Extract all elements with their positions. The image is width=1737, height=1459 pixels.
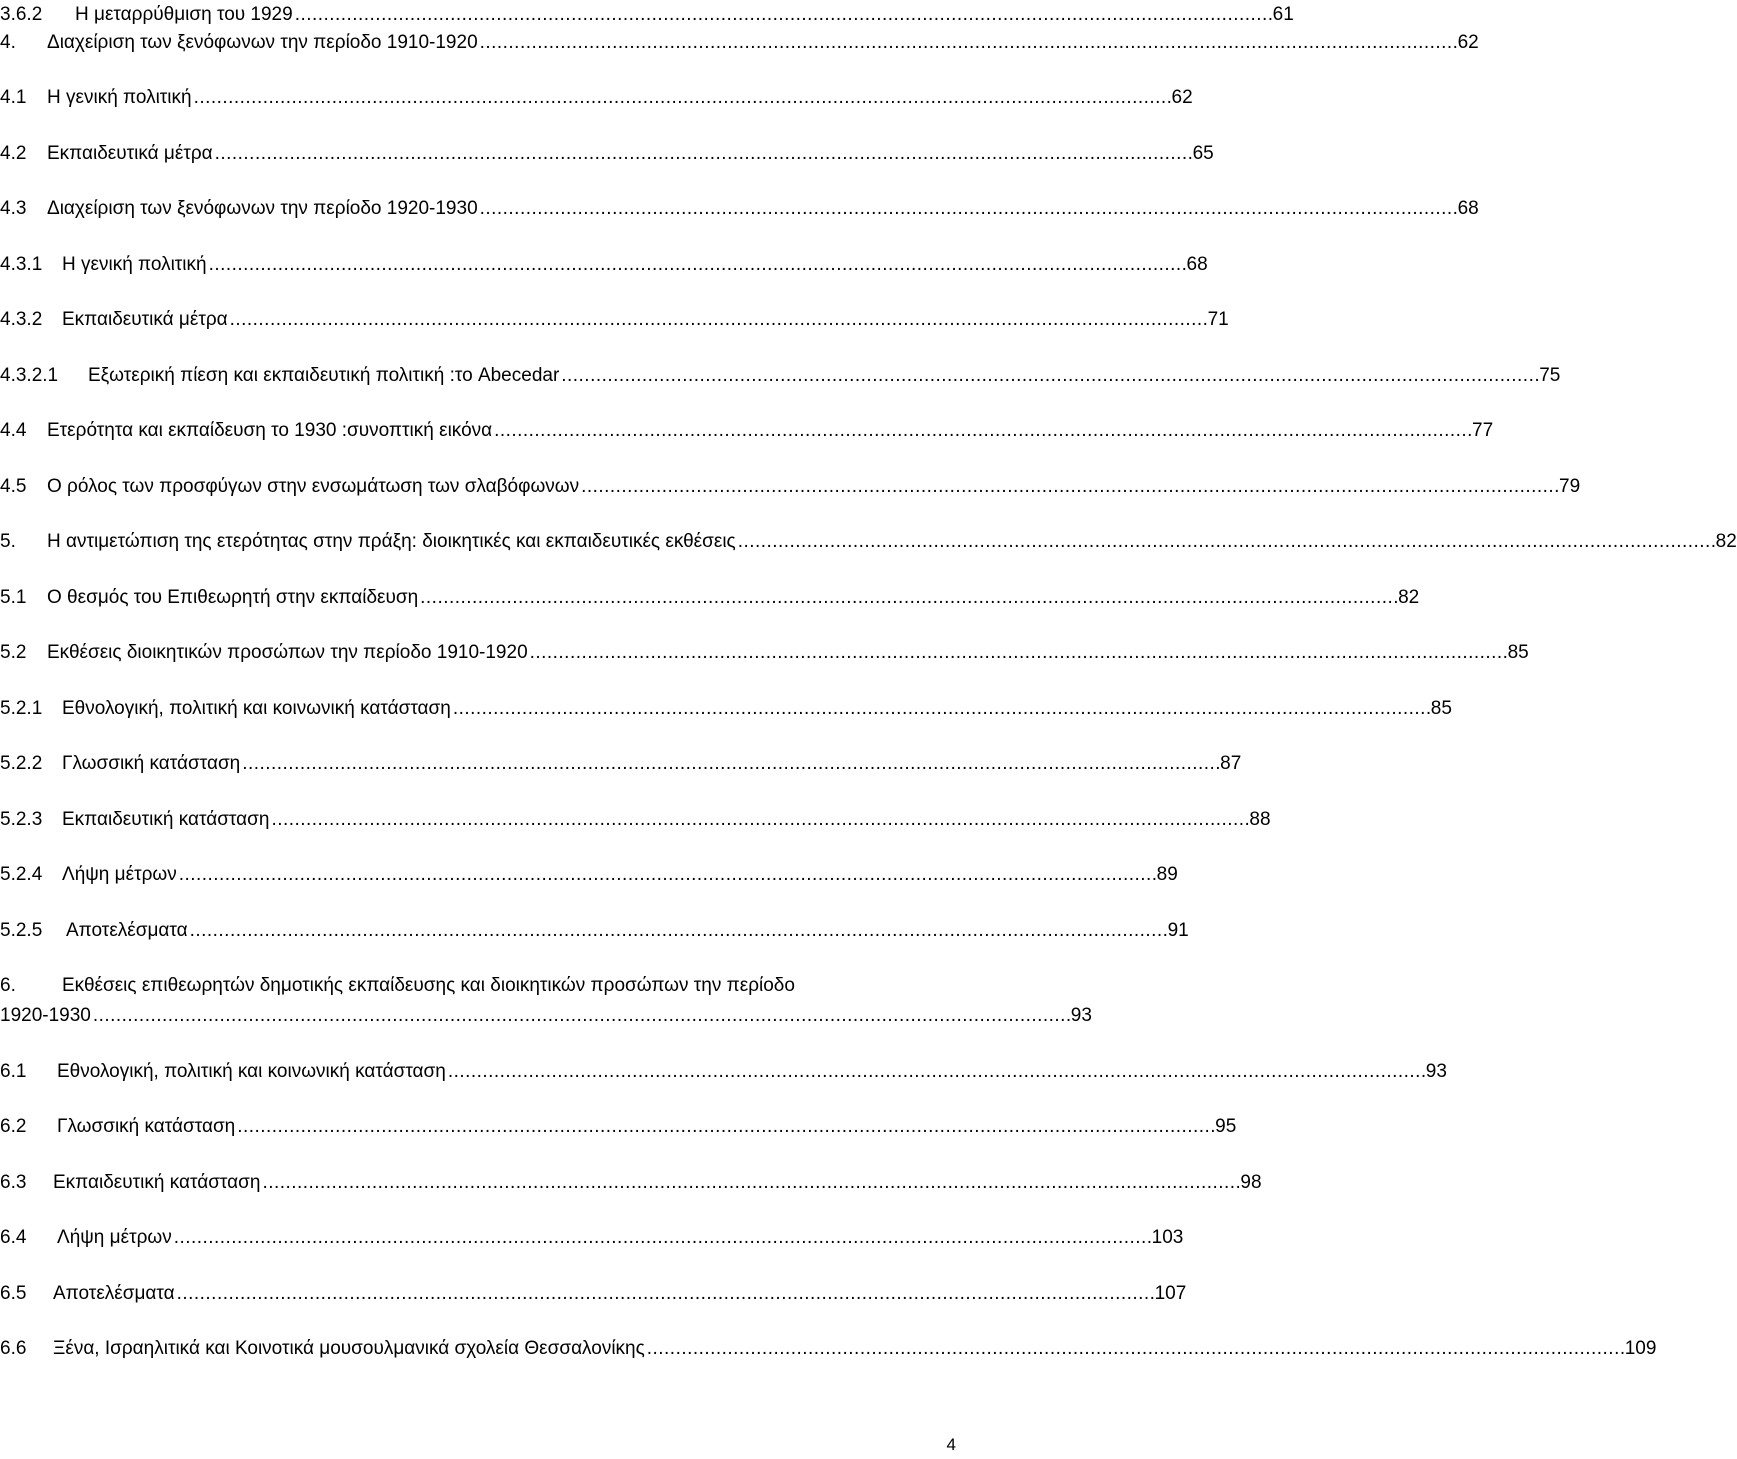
toc-entry-number: 4.2 <box>0 143 27 164</box>
toc-entry-page: 82 <box>1715 531 1737 552</box>
toc-entry-title: Η γενική πολιτική <box>47 87 192 108</box>
dot-leader <box>242 749 1218 779</box>
toc-entry-page: 85 <box>1430 698 1452 719</box>
toc-entry-page: 98 <box>1240 1172 1262 1193</box>
toc-entry[interactable] <box>0 250 1208 280</box>
toc-entry[interactable] <box>0 194 1479 224</box>
dot-leader <box>494 416 1470 446</box>
toc-entry[interactable] <box>0 361 1561 391</box>
toc-entry-title-continuation: 1920-1930 <box>0 1005 91 1026</box>
toc-entry-number: 4.3 <box>0 198 27 219</box>
toc-entry-number: 4.4 <box>0 420 27 441</box>
toc-entry-number: 4.5 <box>0 476 27 497</box>
toc-entry-number: 5.1 <box>0 587 27 608</box>
toc-entry-page: 95 <box>1215 1116 1237 1137</box>
toc-entry-number: 6.3 <box>0 1172 27 1193</box>
toc-entry-title: Ο ρόλος των προσφύγων στην ενσωμάτωση των σλαβόφωνων <box>47 476 580 497</box>
toc-entry[interactable] <box>0 1223 1184 1253</box>
toc-entry-number: 4. <box>0 32 16 53</box>
dot-leader <box>480 194 1456 224</box>
toc-entry[interactable] <box>0 638 1529 668</box>
toc-entry[interactable] <box>0 749 1242 779</box>
toc-entry-page: 65 <box>1192 143 1214 164</box>
toc-entry-number: 5.2.5 <box>0 920 43 941</box>
dot-leader <box>230 305 1206 335</box>
toc-entry-page: 61 <box>1272 4 1294 25</box>
toc-entry-page: 88 <box>1249 809 1271 830</box>
toc-entry-title: Ξένα, Ισραηλιτικά και Κοινοτικά μουσουλμανικά σχολεία Θεσσαλονίκης <box>53 1338 645 1359</box>
toc-entry-continuation[interactable] <box>0 1001 1092 1031</box>
toc-entry-page: 82 <box>1398 587 1420 608</box>
toc-entry-title: Γλωσσική κατάσταση <box>62 753 241 774</box>
toc-entry-number: 6. <box>0 975 16 996</box>
dot-leader <box>209 250 1185 280</box>
toc-entry-first-line[interactable] <box>0 971 958 1001</box>
toc-entry[interactable] <box>0 83 1193 113</box>
dot-leader <box>530 638 1506 668</box>
toc-entry-page: 109 <box>1624 1338 1657 1359</box>
toc-entry-page: 103 <box>1151 1227 1184 1248</box>
toc-entry-title: Διαχείριση των ξενόφωνων την περίοδο 1920-1930 <box>47 198 478 219</box>
toc-entry-page: 77 <box>1472 420 1494 441</box>
toc-entry[interactable] <box>0 1279 1187 1309</box>
toc-entry-number: 5.2.2 <box>0 753 43 774</box>
page-number: 4 <box>946 1435 956 1454</box>
toc-entry[interactable] <box>0 305 1229 335</box>
toc-entry-title: Εκπαιδευτικά μέτρα <box>47 143 213 164</box>
toc-entry-page: 87 <box>1220 753 1242 774</box>
toc-entry-number: 4.3.1 <box>0 254 43 275</box>
toc-entry[interactable] <box>0 472 1581 502</box>
toc-entry-title: Λήψη μέτρων <box>57 1227 172 1248</box>
toc-entry-title: Η αντιμετώπιση της ετερότητας στην πράξη: διοικητικές και εκπαιδευτικές εκθέσεις <box>47 531 736 552</box>
dot-leader <box>738 527 1714 557</box>
toc-entry-number: 5.2 <box>0 642 27 663</box>
toc-entry[interactable] <box>0 527 1737 557</box>
toc-entry-title: Διαχείριση των ξενόφωνων την περίοδο 1910-1920 <box>47 32 478 53</box>
toc-entry-page: 68 <box>1457 198 1479 219</box>
toc-entry[interactable] <box>0 1057 1447 1087</box>
dot-leader <box>194 83 1170 113</box>
toc-entry-title: Εξωτερική πίεση και εκπαιδευτική πολιτική :το Abecedar <box>88 365 560 386</box>
toc-entry-page: 89 <box>1156 864 1178 885</box>
toc-entry[interactable] <box>0 1112 1237 1142</box>
toc-entry-page: 93 <box>1425 1061 1447 1082</box>
dot-leader <box>581 472 1557 502</box>
toc-entry-page: 62 <box>1171 87 1193 108</box>
toc-entry-title: Ο θεσμός του Επιθεωρητή στην εκπαίδευση <box>47 587 419 608</box>
toc-entry[interactable] <box>0 583 1420 613</box>
dot-leader <box>237 1112 1213 1142</box>
toc-entry-page: 93 <box>1070 1005 1092 1026</box>
toc-entry-title: Εκπαιδευτικά μέτρα <box>62 309 228 330</box>
dot-leader <box>174 1223 1150 1253</box>
toc-entry-title: Η μεταρρύθμιση του 1929 <box>75 4 293 25</box>
dot-leader <box>93 1001 1069 1031</box>
toc-entry-page: 85 <box>1507 642 1529 663</box>
toc-entry-title: Ετερότητα και εκπαίδευση το 1930 :συνοπτική εικόνα <box>47 420 493 441</box>
toc-entry-number: 5.2.3 <box>0 809 43 830</box>
toc-entry-page: 107 <box>1154 1283 1187 1304</box>
dot-leader <box>561 361 1537 391</box>
dot-leader <box>179 860 1155 890</box>
dot-leader <box>190 916 1166 946</box>
toc-entry[interactable] <box>0 694 1452 724</box>
toc-entry-number: 3.6.2 <box>0 4 43 25</box>
toc-entry-title: Αποτελέσματα <box>53 1283 175 1304</box>
toc-entry-page: 75 <box>1539 365 1561 386</box>
toc-entry[interactable] <box>0 139 1214 169</box>
toc-entry-number: 6.1 <box>0 1061 27 1082</box>
dot-leader <box>448 1057 1424 1087</box>
dot-leader <box>647 1334 1623 1364</box>
toc-entry-title: Αποτελέσματα <box>66 920 188 941</box>
toc-entry[interactable] <box>0 416 1494 446</box>
toc-entry[interactable] <box>0 916 1189 946</box>
toc-entry[interactable] <box>0 1334 1657 1364</box>
dot-leader <box>177 1279 1153 1309</box>
toc-entry-page: 71 <box>1207 309 1229 330</box>
toc-entry-page: 79 <box>1559 476 1581 497</box>
toc-entry[interactable] <box>0 805 1271 835</box>
toc-entry-title: Εκπαιδευτική κατάσταση <box>53 1172 261 1193</box>
toc-entry-title: Εκθέσεις επιθεωρητών δημοτικής εκπαίδευσης και διοικητικών προσώπων την περίοδο <box>62 975 795 996</box>
toc-entry-title: Γλωσσική κατάσταση <box>57 1116 236 1137</box>
toc-entry-title: Εκθέσεις διοικητικών προσώπων την περίοδο 1910-1920 <box>47 642 528 663</box>
toc-entry-page: 68 <box>1186 254 1208 275</box>
toc-entry-number: 6.5 <box>0 1283 27 1304</box>
dot-leader <box>295 0 1271 30</box>
dot-leader <box>262 1168 1238 1198</box>
toc-entry-number: 4.3.2 <box>0 309 43 330</box>
dot-leader <box>453 694 1429 724</box>
toc-entry[interactable] <box>0 28 1479 58</box>
toc-entry-number: 6.4 <box>0 1227 27 1248</box>
toc-entry-title: Εθνολογική, πολιτική και κοινωνική κατάσταση <box>57 1061 446 1082</box>
toc-entry-number: 5.2.1 <box>0 698 43 719</box>
toc-entry-page: 91 <box>1167 920 1189 941</box>
toc-entry-title: Λήψη μέτρων <box>62 864 177 885</box>
toc-entry[interactable] <box>0 0 1294 30</box>
toc-entry-number: 5. <box>0 531 16 552</box>
dot-leader <box>480 28 1456 58</box>
toc-entry[interactable] <box>0 860 1178 890</box>
toc-entry-number: 6.2 <box>0 1116 27 1137</box>
toc-entry-page: 62 <box>1457 32 1479 53</box>
toc-entry-number: 4.1 <box>0 87 27 108</box>
toc-entry-number: 6.6 <box>0 1338 27 1359</box>
toc-entry-title: Εκπαιδευτική κατάσταση <box>62 809 270 830</box>
toc-entry-number: 5.2.4 <box>0 864 43 885</box>
dot-leader <box>420 583 1396 613</box>
dot-leader <box>271 805 1247 835</box>
toc-entry-number: 4.3.2.1 <box>0 365 59 386</box>
toc-entry-title: Εθνολογική, πολιτική και κοινωνική κατάσταση <box>62 698 451 719</box>
dot-leader <box>215 139 1191 169</box>
toc-entry[interactable] <box>0 1168 1262 1198</box>
toc-entry-title: Η γενική πολιτική <box>62 254 207 275</box>
